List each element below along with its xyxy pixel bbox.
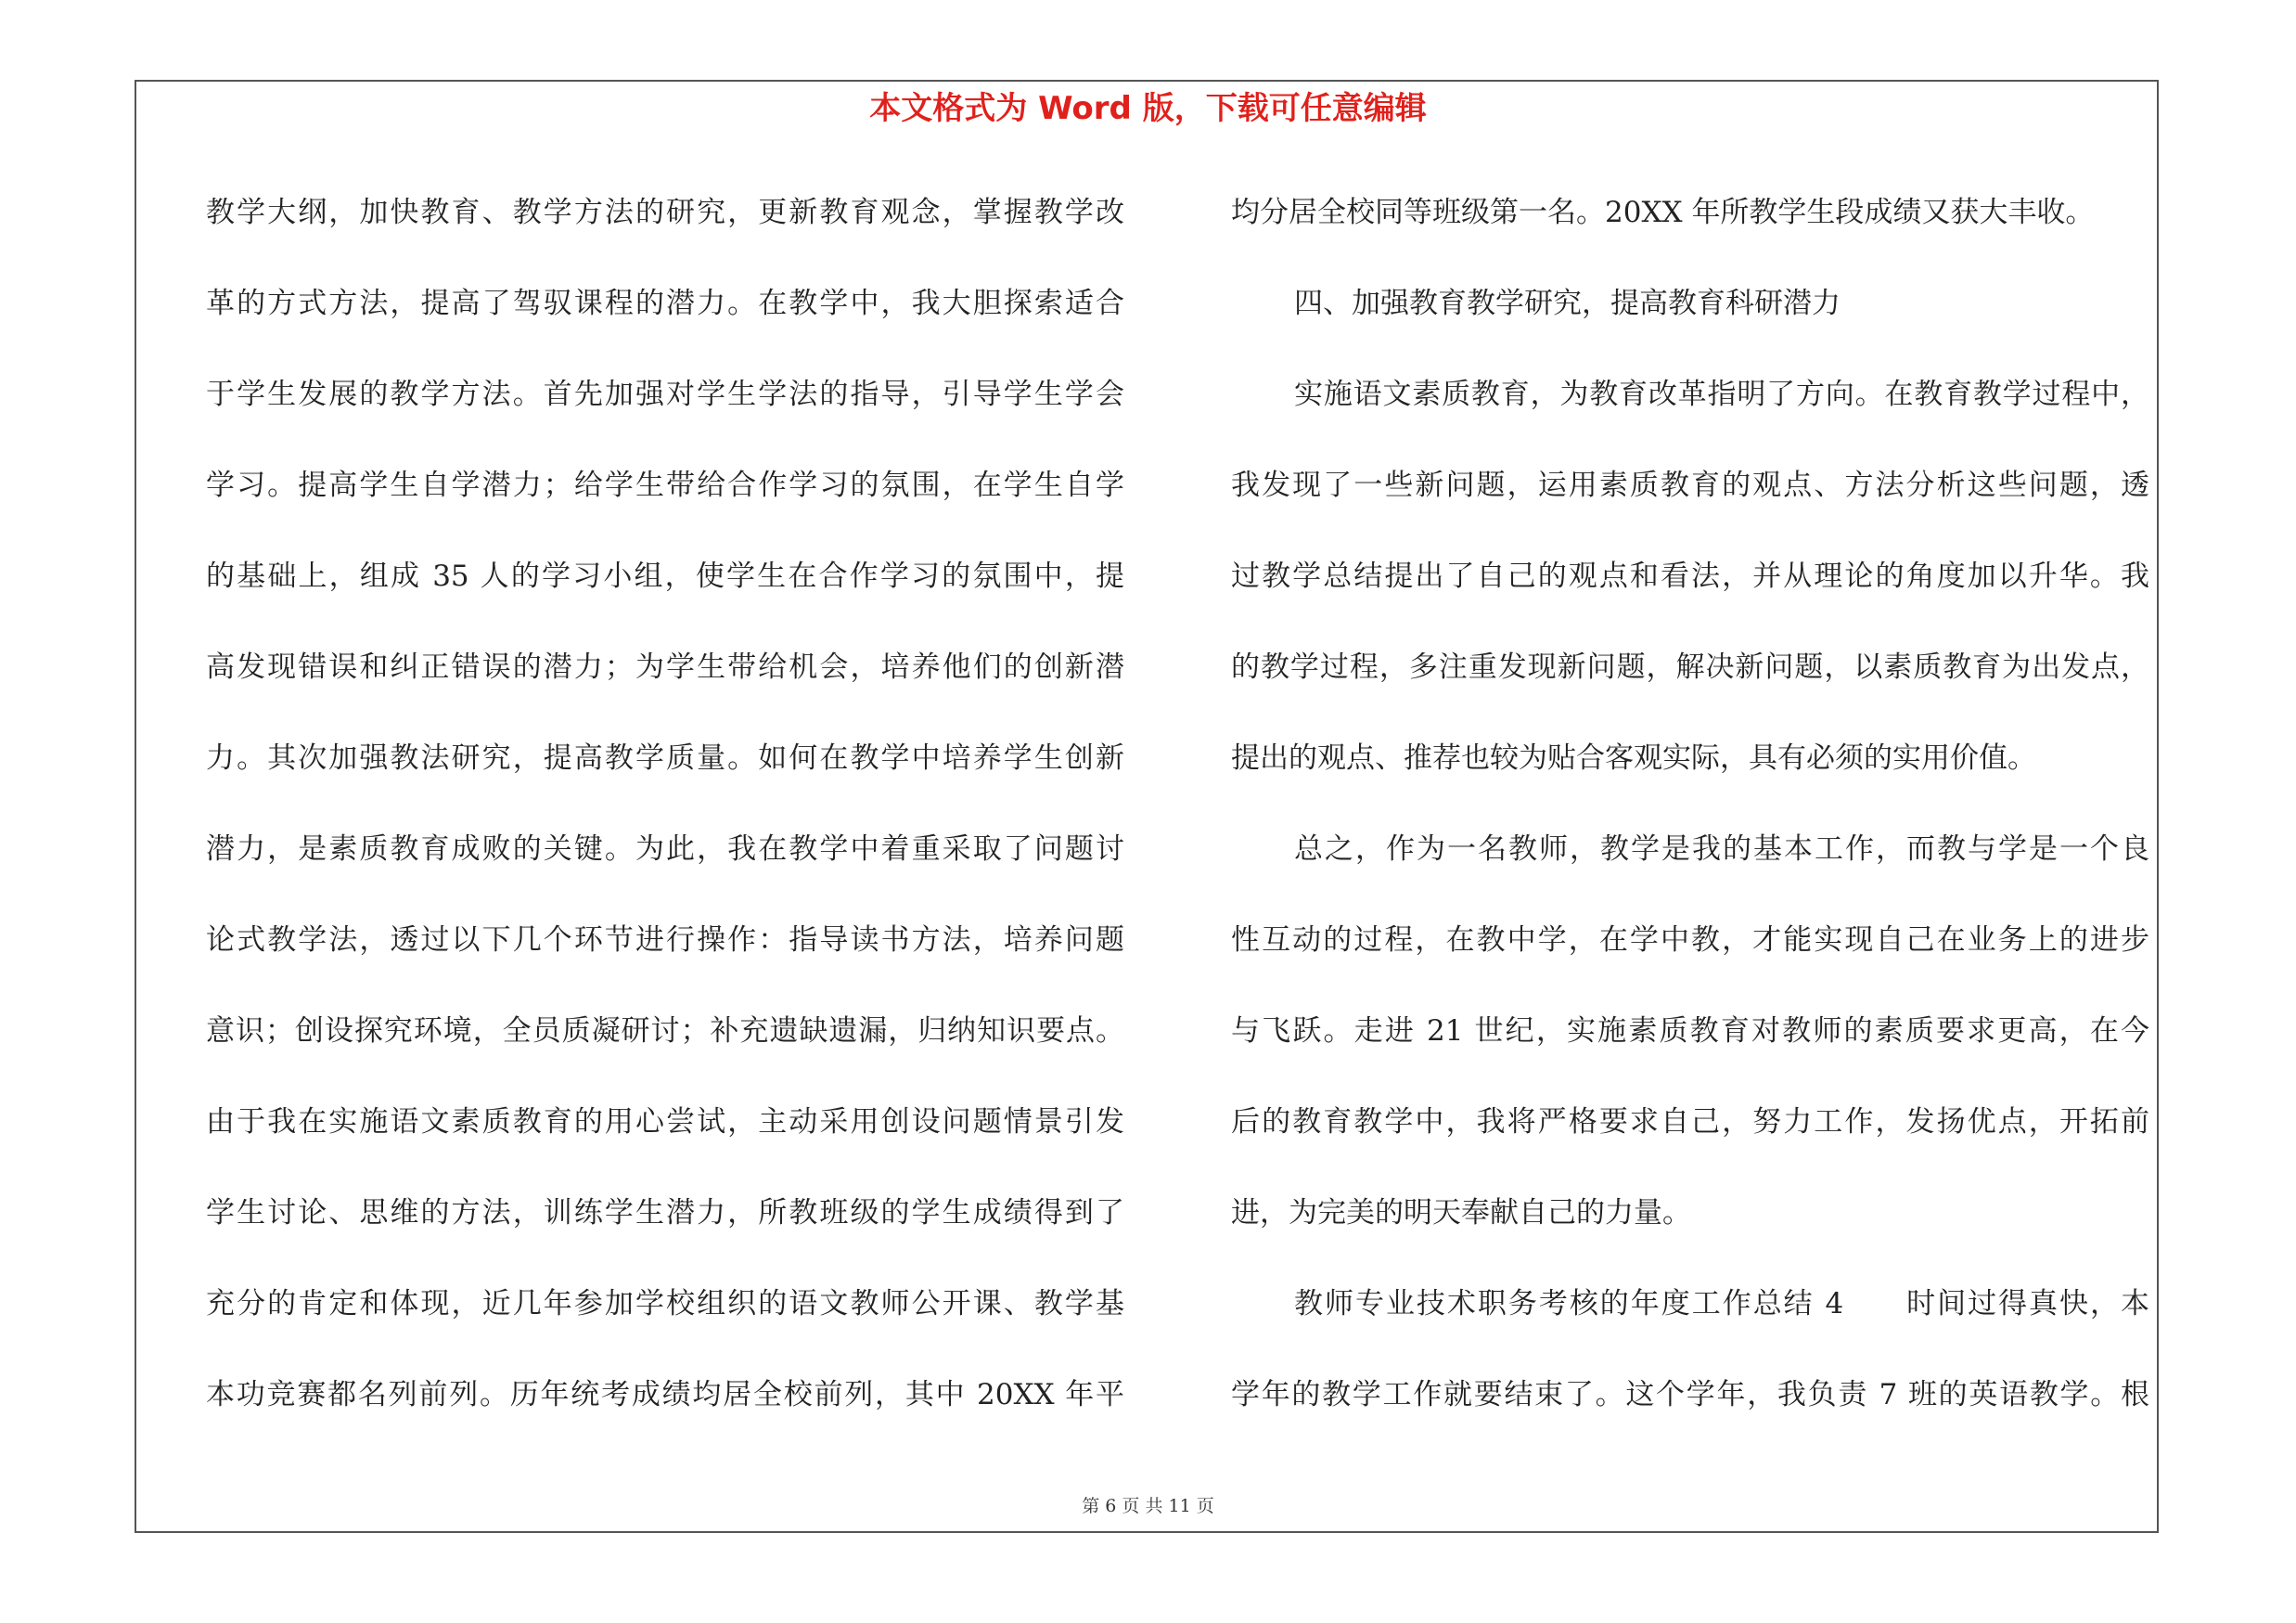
text-line: 由于我在实施语文素质教育的用心尝试，主动采用创设问题情景引发 <box>206 1105 1124 1139</box>
text-line: 教师专业技术职务考核的年度工作总结 4 时间过得真快，本 <box>1294 1287 2149 1320</box>
text-line: 总之，作为一名教师，教学是我的基本工作，而教与学是一个良 <box>1294 832 2149 866</box>
text-line: 学年的教学工作就要结束了。这个学年，我负责 7 班的英语教学。根 <box>1231 1378 2149 1411</box>
text-line: 充分的肯定和体现，近几年参加学校组织的语文教师公开课、教学基 <box>206 1287 1124 1320</box>
text-line: 我发现了一些新问题，运用素质教育的观点、方法分析这些问题，透 <box>1231 469 2149 502</box>
text-line: 提出的观点、推荐也较为贴合客观实际，具有必须的实用价值。 <box>1231 741 2036 775</box>
page-number: 第 6 页 共 11 页 <box>1082 1496 1214 1516</box>
text-line: 与飞跃。走进 21 世纪，实施素质教育对教师的素质要求更高，在今 <box>1231 1014 2149 1048</box>
text-line: 学习。提高学生自学潜力；给学生带给合作学习的氛围，在学生自学 <box>206 469 1124 502</box>
text-line: 革的方式方法，提高了驾驭课程的潜力。在教学中，我大胆探索适合 <box>206 287 1124 320</box>
text-line: 实施语文素质教育，为教育改革指明了方向。在教育教学过程中， <box>1294 378 2149 411</box>
text-line: 的教学过程，多注重发现新问题，解决新问题，以素质教育为出发点， <box>1231 650 2149 684</box>
text-line: 本功竞赛都名列前列。历年统考成绩均居全校前列，其中 20XX 年平 <box>206 1378 1124 1411</box>
text-line: 于学生发展的教学方法。首先加强对学生学法的指导，引导学生学会 <box>206 378 1124 411</box>
right-column <box>1231 185 2149 1458</box>
text-line: 潜力，是素质教育成败的关键。为此，我在教学中着重采取了问题讨 <box>206 832 1124 866</box>
text-line: 教学大纲，加快教育、教学方法的研究，更新教育观念，掌握教学改 <box>206 196 1124 229</box>
text-line: 力。其次加强教法研究，提高教学质量。如何在教学中培养学生创新 <box>206 741 1124 775</box>
left-column <box>206 185 1124 1458</box>
text-line: 的基础上，组成 35 人的学习小组，使学生在合作学习的氛围中，提 <box>206 560 1124 593</box>
text-line: 后的教育教学中，我将严格要求自己，努力工作，发扬优点，开拓前 <box>1231 1105 2149 1139</box>
text-line: 论式教学法，透过以下几个环节进行操作：指导读书方法，培养问题 <box>206 923 1124 957</box>
text-line: 意识；创设探究环境，全员质凝研讨；补充遗缺遗漏，归纳知识要点。 <box>206 1014 1124 1048</box>
text-line: 进，为完美的明天奉献自己的力量。 <box>1231 1196 1691 1230</box>
format-banner: 本文格式为 Word 版，下载可任意编辑 <box>869 90 1427 127</box>
text-line: 高发现错误和纠正错误的潜力；为学生带给机会，培养他们的创新潜 <box>206 650 1124 684</box>
text-line: 性互动的过程，在教中学，在学中教，才能实现自己在业务上的进步 <box>1231 923 2149 957</box>
text-line: 学生讨论、思维的方法，训练学生潜力，所教班级的学生成绩得到了 <box>206 1196 1124 1230</box>
text-line: 均分居全校同等班级第一名。20XX 年所教学生段成绩又获大丰收。 <box>1231 196 2095 229</box>
text-line: 过教学总结提出了自己的观点和看法，并从理论的角度加以升华。我 <box>1231 560 2149 593</box>
section-heading: 四、加强教育教学研究，提高教育科研潜力 <box>1294 287 1841 320</box>
